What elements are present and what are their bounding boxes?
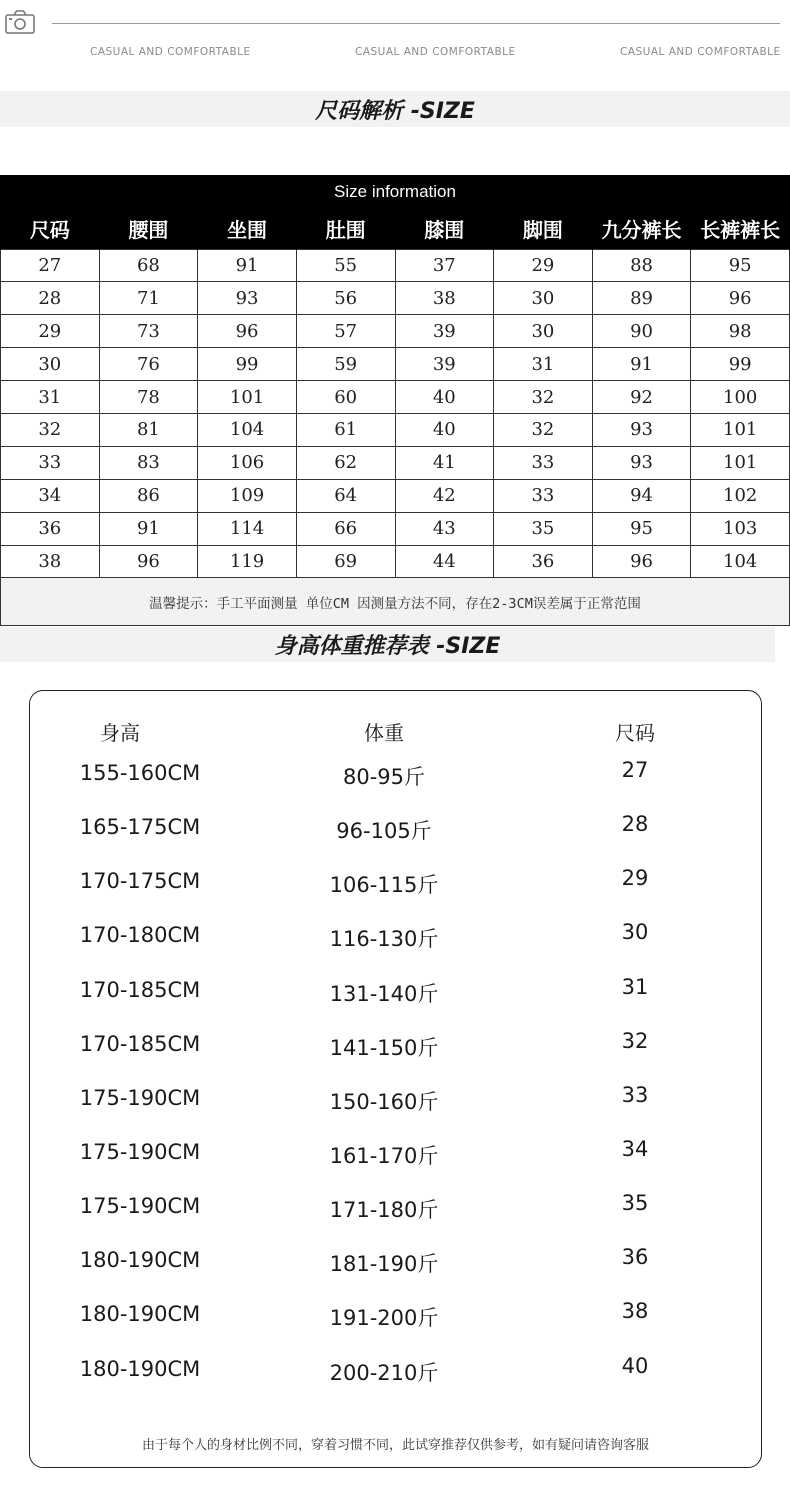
table-cell: 93 [592, 413, 691, 446]
table-cell: 94 [592, 479, 691, 512]
table-cell: 33 [1, 446, 100, 479]
weight-range: 191-200斤 [329, 1306, 439, 1330]
table-cell: 34 [1, 479, 100, 512]
table-row [1, 545, 790, 578]
table-cell: 76 [99, 348, 198, 381]
height-range: 170-185CM [79, 978, 201, 1002]
table-cell: 32 [494, 381, 593, 414]
table-cell: 40 [395, 413, 494, 446]
height-range: 170-185CM [79, 1032, 201, 1056]
recommend-column-header: 体重 [364, 721, 404, 745]
table-cell: 102 [691, 479, 790, 512]
recommended-size: 33 [621, 1083, 649, 1107]
table-cell: 92 [592, 381, 691, 414]
table-cell: 28 [1, 282, 100, 315]
table-cell: 62 [296, 446, 395, 479]
tagline: CASUAL AND COMFORTABLE [90, 46, 251, 58]
height-range: 180-190CM [79, 1357, 201, 1381]
table-cell: 56 [296, 282, 395, 315]
recommend-column-header: 尺码 [615, 721, 655, 745]
size-table-body [1, 249, 790, 578]
table-cell: 68 [99, 249, 198, 282]
table-cell: 99 [198, 348, 297, 381]
weight-range: 161-170斤 [329, 1144, 439, 1168]
table-cell: 86 [99, 479, 198, 512]
table-cell: 29 [1, 315, 100, 348]
table-cell: 59 [296, 348, 395, 381]
weight-range: 80-95斤 [342, 765, 426, 789]
table-cell: 44 [395, 545, 494, 578]
table-cell: 103 [691, 512, 790, 545]
size-table-header-row [1, 209, 790, 249]
table-cell: 95 [691, 249, 790, 282]
table-cell: 32 [494, 413, 593, 446]
weight-range: 141-150斤 [329, 1036, 439, 1060]
table-row [1, 282, 790, 315]
size-column-header: 九分裤长 [592, 209, 691, 249]
recommend-section-title: 身高体重推荐表 -SIZE [274, 634, 501, 659]
height-range: 175-190CM [79, 1086, 201, 1110]
weight-range: 200-210斤 [329, 1361, 439, 1385]
height-range: 170-175CM [79, 869, 201, 893]
recommended-size: 31 [621, 975, 649, 999]
table-row [1, 249, 790, 282]
table-cell: 31 [494, 348, 593, 381]
header-divider [52, 23, 780, 24]
recommended-size: 30 [621, 920, 649, 944]
height-range: 180-190CM [79, 1302, 201, 1326]
recommend-table [29, 690, 762, 1468]
table-cell: 55 [296, 249, 395, 282]
size-column-header: 膝围 [395, 209, 494, 249]
table-cell: 104 [198, 413, 297, 446]
table-cell: 93 [592, 446, 691, 479]
table-cell: 73 [99, 315, 198, 348]
table-cell: 60 [296, 381, 395, 414]
table-cell: 33 [494, 479, 593, 512]
size-column-header: 坐围 [198, 209, 297, 249]
size-column-header: 肚围 [296, 209, 395, 249]
table-cell: 95 [592, 512, 691, 545]
table-cell: 91 [198, 249, 297, 282]
size-column-header: 尺码 [1, 209, 100, 249]
height-range: 180-190CM [79, 1248, 201, 1272]
table-cell: 30 [494, 315, 593, 348]
table-cell: 114 [198, 512, 297, 545]
size-section-title: 尺码解析 -SIZE [315, 98, 475, 124]
table-cell: 64 [296, 479, 395, 512]
table-cell: 91 [99, 512, 198, 545]
table-cell: 96 [198, 315, 297, 348]
table-row [1, 413, 790, 446]
table-cell: 106 [198, 446, 297, 479]
table-cell: 27 [1, 249, 100, 282]
table-cell: 89 [592, 282, 691, 315]
table-cell: 30 [1, 348, 100, 381]
height-range: 170-180CM [79, 923, 201, 947]
table-cell: 71 [99, 282, 198, 315]
tagline: CASUAL AND COMFORTABLE [355, 46, 516, 58]
recommended-size: 34 [621, 1137, 649, 1161]
table-cell: 69 [296, 545, 395, 578]
table-cell: 39 [395, 315, 494, 348]
table-cell: 38 [1, 545, 100, 578]
size-table [0, 209, 790, 578]
table-cell: 100 [691, 381, 790, 414]
table-cell: 96 [691, 282, 790, 315]
table-row [1, 479, 790, 512]
table-cell: 91 [592, 348, 691, 381]
table-cell: 104 [691, 545, 790, 578]
table-row [1, 512, 790, 545]
weight-range: 150-160斤 [329, 1090, 439, 1114]
table-cell: 38 [395, 282, 494, 315]
table-cell: 96 [592, 545, 691, 578]
size-note: 温馨提示：手工平面测量 单位CM 因测量方法不同，存在2-3CM误差属于正常范围 [0, 578, 790, 626]
table-cell: 101 [198, 381, 297, 414]
size-table-title: Size information [0, 175, 790, 209]
recommended-size: 40 [621, 1354, 649, 1378]
recommend-section-title-bar [0, 627, 775, 662]
recommended-size: 29 [621, 866, 649, 890]
table-cell: 57 [296, 315, 395, 348]
height-range: 155-160CM [79, 761, 201, 785]
table-row [1, 315, 790, 348]
recommend-note: 由于每个人的身材比例不同，穿着习惯不同，此试穿推荐仅供参考，如有疑问请咨询客服 [141, 1438, 649, 1453]
table-cell: 66 [296, 512, 395, 545]
table-row [1, 348, 790, 381]
table-row [1, 381, 790, 414]
camera-icon [4, 8, 36, 36]
weight-range: 131-140斤 [329, 982, 439, 1006]
weight-range: 181-190斤 [329, 1252, 439, 1276]
size-section-title-bar [0, 91, 790, 127]
weight-range: 116-130斤 [329, 927, 439, 951]
table-cell: 29 [494, 249, 593, 282]
table-cell: 109 [198, 479, 297, 512]
table-cell: 31 [1, 381, 100, 414]
height-range: 165-175CM [79, 815, 201, 839]
table-cell: 41 [395, 446, 494, 479]
table-cell: 30 [494, 282, 593, 315]
table-cell: 119 [198, 545, 297, 578]
table-cell: 81 [99, 413, 198, 446]
recommended-size: 35 [621, 1191, 649, 1215]
table-cell: 39 [395, 348, 494, 381]
table-cell: 61 [296, 413, 395, 446]
table-cell: 32 [1, 413, 100, 446]
recommended-size: 32 [621, 1029, 649, 1053]
table-cell: 40 [395, 381, 494, 414]
table-cell: 83 [99, 446, 198, 479]
table-cell: 101 [691, 446, 790, 479]
height-range: 175-190CM [79, 1140, 201, 1164]
size-column-header: 腰围 [99, 209, 198, 249]
table-cell: 90 [592, 315, 691, 348]
weight-range: 96-105斤 [336, 819, 432, 843]
table-cell: 98 [691, 315, 790, 348]
size-column-header: 长裤裤长 [691, 209, 790, 249]
table-cell: 78 [99, 381, 198, 414]
recommended-size: 28 [621, 812, 649, 836]
size-column-header: 脚围 [494, 209, 593, 249]
recommend-column-header: 身高 [100, 721, 140, 745]
table-cell: 36 [1, 512, 100, 545]
weight-range: 106-115斤 [329, 873, 439, 897]
table-cell: 37 [395, 249, 494, 282]
recommended-size: 36 [621, 1245, 649, 1269]
height-range: 175-190CM [79, 1194, 201, 1218]
weight-range: 171-180斤 [329, 1198, 439, 1222]
size-table-container [0, 175, 790, 626]
recommended-size: 38 [621, 1299, 649, 1323]
table-cell: 42 [395, 479, 494, 512]
tagline: CASUAL AND COMFORTABLE [620, 46, 781, 58]
table-cell: 35 [494, 512, 593, 545]
table-cell: 33 [494, 446, 593, 479]
table-cell: 93 [198, 282, 297, 315]
table-cell: 36 [494, 545, 593, 578]
table-row [1, 446, 790, 479]
table-cell: 99 [691, 348, 790, 381]
table-cell: 96 [99, 545, 198, 578]
table-cell: 88 [592, 249, 691, 282]
table-cell: 43 [395, 512, 494, 545]
table-cell: 101 [691, 413, 790, 446]
recommended-size: 27 [621, 758, 649, 782]
